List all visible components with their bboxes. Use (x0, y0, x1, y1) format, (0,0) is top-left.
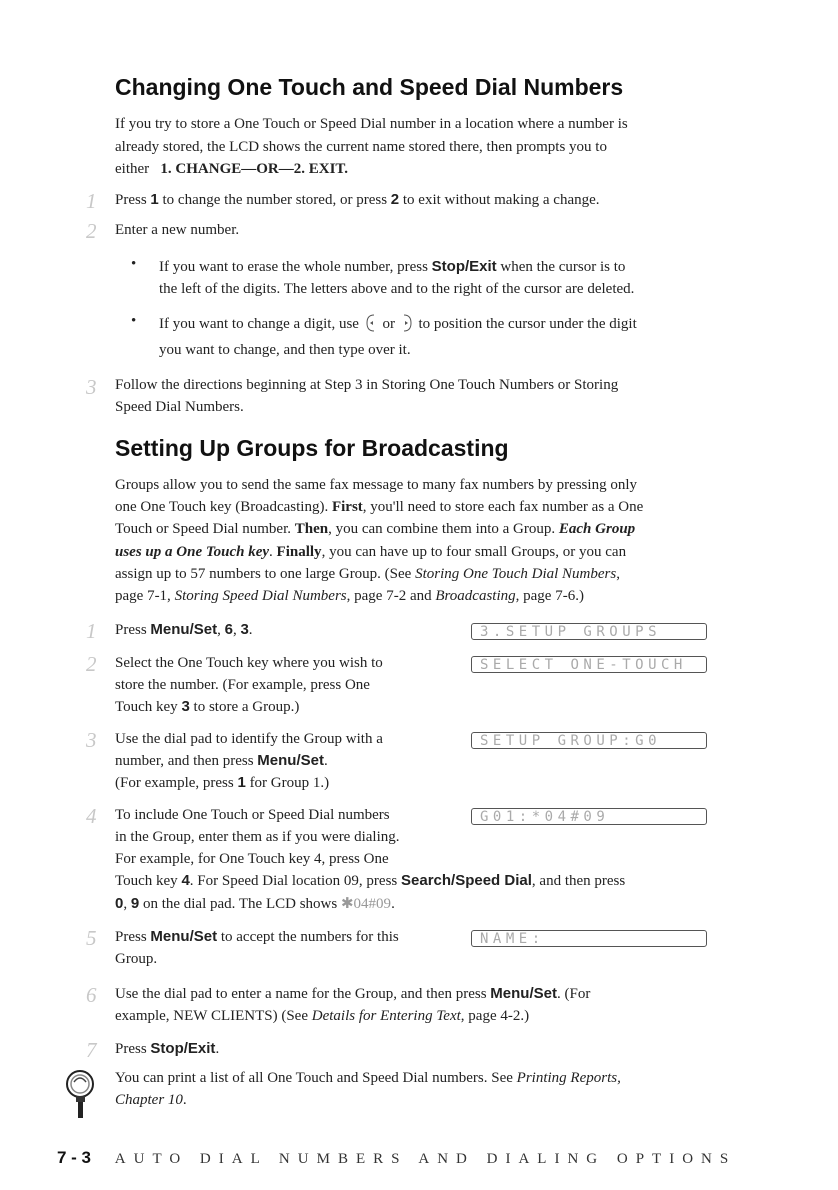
step-3-line-1: Follow the directions beginning at Step 3 in Storing One Touch Numbers or Storing (115, 377, 619, 393)
group-step-4-line-5: 0, 9 on the dial pad. The LCD shows ✱04#09. (115, 895, 395, 912)
page-number: 7 - 3 (57, 1148, 92, 1167)
chapter-title: AUTO DIAL NUMBERS AND DIALING OPTIONS (114, 1151, 737, 1167)
note-line-1: You can print a list of all One Touch and Speed Dial numbers. See Printing Reports, (115, 1070, 621, 1086)
note-line-2: Chapter 10. (115, 1092, 187, 1108)
group-step-2-line-3: Touch key 3 to store a Group.) (115, 698, 300, 715)
group-step-5-line-2: Group. (115, 951, 158, 967)
group-step-4-line-3: For example, for One Touch key 4, press One (115, 851, 389, 867)
group-step-3-line-1: Use the dial pad to identify the Group with a (115, 731, 383, 747)
group-step-6-line-1: Use the dial pad to enter a name for the Group, and then press Menu/Set. (For (115, 985, 591, 1002)
step-number-2: 2 (86, 652, 97, 676)
bullet-1-line-1: If you want to erase the whole number, press Stop/Exit when the cursor is to (159, 258, 626, 275)
groups-para-line-6: page 7-1, Storing Speed Dial Numbers, page 7-2 and Broadcasting, page 7-6.) (115, 588, 584, 604)
step-number-3: 3 (86, 728, 97, 752)
lcd-display-group-entry: G01:*04#09_ (471, 808, 707, 825)
group-step-3-line-2: number, and then press Menu/Set. (115, 752, 328, 769)
step-number-7: 7 (86, 1038, 97, 1062)
lcd-display-setup-group: SETUP GROUP:G0 (471, 732, 707, 749)
lcd-display-select-one-touch: SELECT ONE-TOUCH (471, 656, 707, 673)
group-step-5-line-1: Press Menu/Set to accept the numbers for this (115, 928, 399, 945)
intro-line-1: If you try to store a One Touch or Speed Dial number in a location where a number is (115, 116, 628, 132)
note-icon (58, 1068, 102, 1118)
group-step-3-line-3: (For example, press 1 for Group 1.) (115, 774, 330, 791)
step-number-2: 2 (86, 219, 97, 243)
groups-para-line-1: Groups allow you to send the same fax message to many fax numbers by pressing only (115, 477, 637, 493)
group-step-7-text: Press Stop/Exit. (115, 1040, 220, 1057)
bullet-dot: • (131, 313, 137, 329)
group-step-4-line-4: Touch key 4. For Speed Dial location 09, press Search/Speed Dial, and then press (115, 872, 626, 889)
group-step-6-line-2: example, NEW CLIENTS) (See Details for Entering Text, page 4-2.) (115, 1008, 530, 1024)
section-title-changing: Changing One Touch and Speed Dial Numbers (115, 74, 624, 100)
bullet-2-line-2: you want to change, and then type over it. (159, 342, 411, 358)
step-number-1: 1 (86, 619, 97, 643)
step-number-5: 5 (86, 926, 97, 950)
step-2-text: Enter a new number. (115, 222, 240, 238)
page-footer (57, 1148, 736, 1168)
group-step-4-line-1: To include One Touch or Speed Dial numbers (115, 807, 390, 823)
group-step-1-text: Press Menu/Set, 6, 3. (115, 621, 253, 638)
step-number-4: 4 (86, 804, 97, 828)
group-step-2-line-1: Select the One Touch key where you wish to (115, 655, 383, 671)
step-number-1: 1 (86, 189, 97, 213)
bullet-1-line-2: the left of the digits. The letters above and to the right of the cursor are deleted. (159, 281, 635, 297)
left-arrow-key-icon (365, 314, 377, 332)
step-1-text: Press 1 to change the number stored, or press 2 to exit without making a change. (115, 191, 600, 208)
groups-para-line-2: one One Touch key (Broadcasting). First, you'll need to store each fax number as a One (115, 499, 644, 515)
lcd-display-name: NAME: (471, 930, 707, 947)
bullet-dot: • (131, 256, 137, 272)
group-step-4-line-2: in the Group, enter them as if you were dialing. (115, 829, 400, 845)
right-arrow-key-icon (401, 314, 413, 332)
group-step-2-line-2: store the number. (For example, press One (115, 677, 370, 693)
groups-para-line-4: uses up a One Touch key. Finally, you can have up to four small Groups, or you can (115, 544, 627, 560)
groups-para-line-3: Touch or Speed Dial number. Then, you can combine them into a Group. Each Group (115, 521, 636, 537)
step-number-3: 3 (86, 375, 97, 399)
step-number-6: 6 (86, 983, 97, 1007)
bullet-2-line-1: If you want to change a digit, use or to position the cursor under the digit (159, 316, 637, 332)
step-3-line-2: Speed Dial Numbers. (115, 399, 244, 415)
section-title-groups: Setting Up Groups for Broadcasting (115, 435, 509, 461)
intro-line-2: already stored, the LCD shows the current name stored there, then prompts you to (115, 139, 607, 155)
lcd-display-setup-groups: 3.SETUP GROUPS (471, 623, 707, 640)
intro-line-3: either 1. CHANGE—OR—2. EXIT. (115, 161, 349, 177)
groups-para-line-5: assign up to 57 numbers to one large Group. (See Storing One Touch Dial Numbers, (115, 566, 620, 582)
